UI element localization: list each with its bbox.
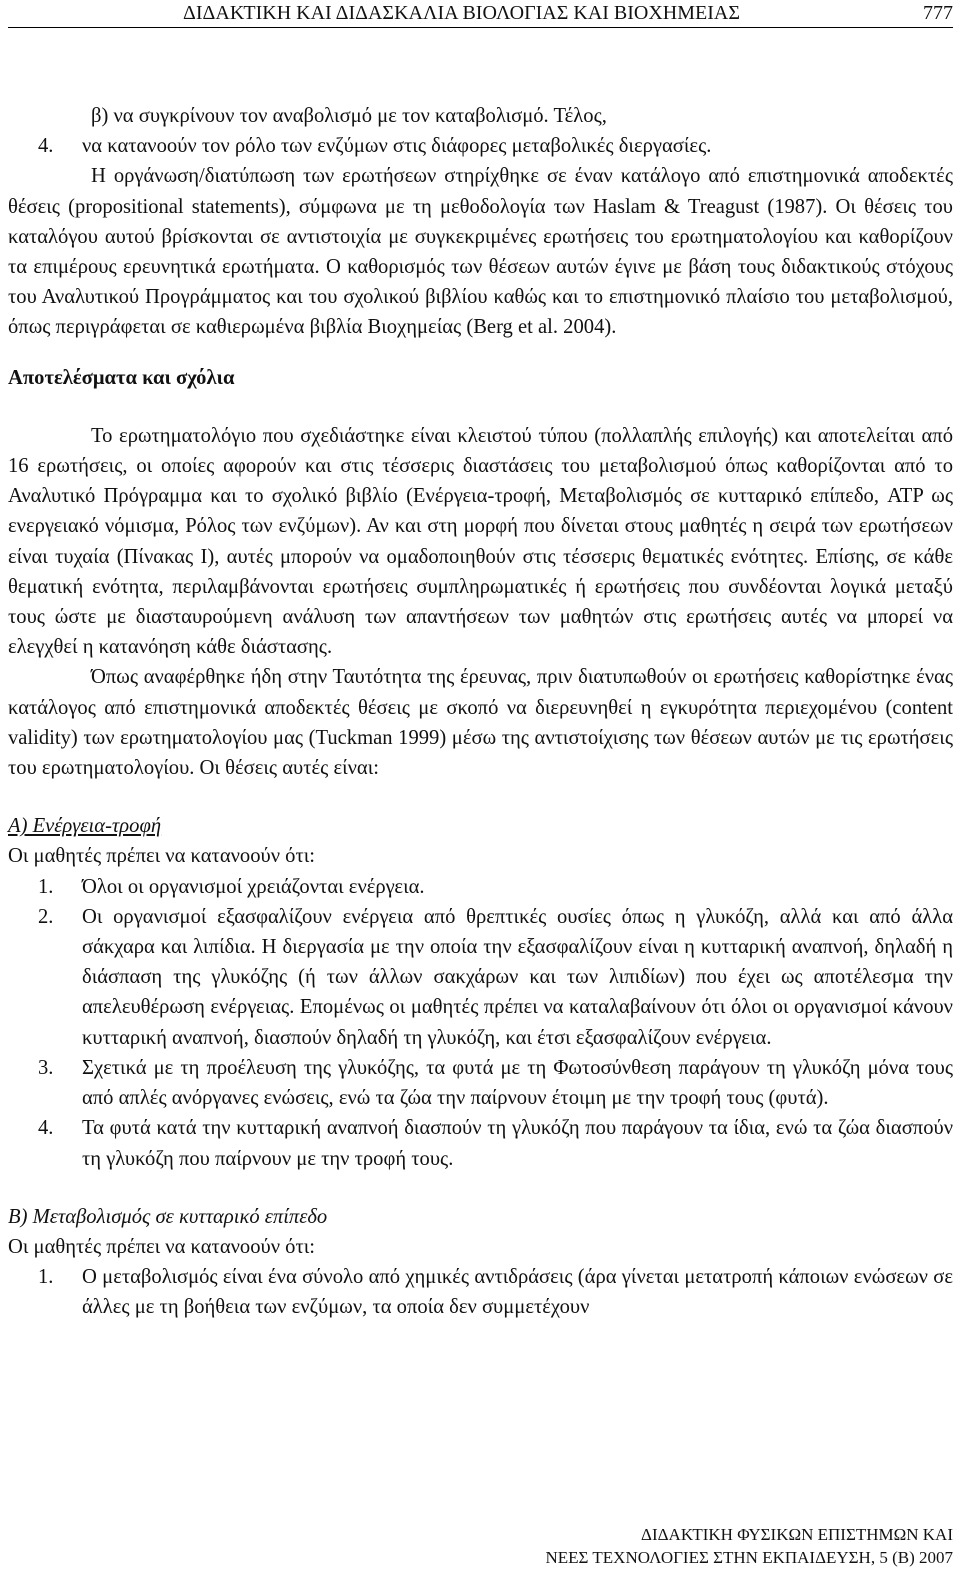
intro-paragraph: Η οργάνωση/διατύπωση των ερωτήσεων στηρίχθηκε σε έναν κατάλογο από επιστημονικά αποδεκτές θέσεις (propositional statements), σύμφωνα με τη μεθοδολογία των Haslam & Treagust (1987). Οι θέσεις του καταλόγου αυτού βρίσκονται σε αντιστοιχία με συγκεκριμένες ερωτήσεις του ερωτηματολογίου και καθορίζουν τα επιμέρους ερευνητικά ερωτήματα. Ο καθορισμός των θέσεων αυτών έγινε με βάση τους διδακτικούς στόχους του Αναλυτικού Προγράμματος και του σχολικού βιβλίου καθώς και το επιστημονικό πλαίσιο του μεταβολισμού, όπως περιγράφεται σε καθιερωμένα βιβλία Βιοχημείας (Berg et al. 2004). bbox=[8, 165, 953, 339]
body-text bbox=[8, 101, 953, 1323]
list-number: 2. bbox=[38, 905, 54, 928]
intro-list bbox=[8, 131, 953, 161]
results-paragraph-1: Το ερωτηματολόγιο που σχεδιάστηκε είναι κλειστού τύπου (πολλαπλής επιλογής) και αποτελείται από 16 ερωτήσεις, οι οποίες αφορούν και στις τέσσερις διαστάσεις του μεταβολισμού όπως καθορίζονται από το Αναλυτικό Πρόγραμμα και το σχολικό βιβλίο (Ενέργεια-τροφή, Μεταβολισμός σε κυτταρικό επίπεδο, ATP ως ενεργειακό νόμισμα, Ρόλος των ενζύμων). Αν και στη μορφή που δίνεται στους μαθητές η σειρά των ερωτήσεων είναι τυχαία (Πίνακας Ι), αυτές μπορούν να ομαδοποιηθούν στις τέσσερις θεματικές ενότητες. Επίσης, σε κάθε θεματική ενότητα, περιλαμβάνονται ερωτήσεις συμπληρωματικές ή ερωτήσεις που συνδέονται λογικά μεταξύ τους ώστε με διασταυρούμενη ανάλυση των απαντήσεων των μαθητών στις ερωτήσεις αυτές να μπορεί να ελεγχθεί η κατανόηση κάθε διάστασης. bbox=[8, 424, 953, 659]
list-number: 4. bbox=[38, 135, 54, 158]
list-item bbox=[8, 1053, 953, 1113]
list-item bbox=[8, 1262, 953, 1322]
list-text: Όλοι οι οργανισμοί χρειάζονται ενέργεια. bbox=[82, 875, 425, 898]
list-item bbox=[8, 1113, 953, 1173]
list-number: 1. bbox=[38, 875, 54, 898]
subsection-a-title: Α) Ενέργεια-τροφή bbox=[8, 815, 162, 838]
header-title: ΔΙΔΑΚΤΙΚΗ ΚΑΙ ΔΙΔΑΣΚΑΛΙΑ ΒΙΟΛΟΓΙΑΣ ΚΑΙ ΒΙΟΧΗΜΕΙΑΣ bbox=[183, 2, 740, 24]
page-number: 777 bbox=[923, 2, 953, 24]
section-heading: Αποτελέσματα και σχόλια bbox=[8, 366, 235, 389]
subsection-b-lead: Οι μαθητές πρέπει να κατανοούν ότι: bbox=[8, 1235, 316, 1258]
list-number: 1. bbox=[38, 1266, 54, 1289]
running-header bbox=[8, 0, 953, 28]
list-text: Σχετικά με τη προέλευση της γλυκόζης, τα φυτά με τη Φωτοσύνθεση παράγουν τη γλυκόζη μόνα τους από απλές ανόργανες ενώσεις, ενώ τα ζώα την παίρνουν έτοιμη με την τροφή τους (φυτά). bbox=[82, 1056, 953, 1110]
list-text: Τα φυτά κατά την κυτταρική αναπνοή διασπούν τη γλυκόζη που παράγουν τα ίδια, ενώ τα ζώα διασπούν τη γλυκόζη που παίρνουν με την τροφή τους. bbox=[82, 1117, 953, 1170]
footer-line-1: ΔΙΔΑΚΤΙΚΗ ΦΥΣΙΚΩΝ ΕΠΙΣΤΗΜΩΝ ΚΑΙ bbox=[641, 1525, 953, 1544]
subsection-b-title: Β) Μεταβολισμός σε κυτταρικό επίπεδο bbox=[8, 1205, 328, 1228]
subsection-a-lead: Οι μαθητές πρέπει να κατανοούν ότι: bbox=[8, 845, 316, 868]
list-item bbox=[8, 131, 953, 161]
subsection-b-list bbox=[8, 1262, 953, 1322]
results-paragraph-2: Όπως αναφέρθηκε ήδη στην Ταυτότητα της έρευνας, πριν διατυπωθούν οι ερωτήσεις καθορίστηκε ένας κατάλογος από επιστημονικά αποδεκτές θέσεις με σκοπό να διερευνηθεί η εγκυρότητα περιεχομένου (content validity) των ερωτηματολογίου μας (Tuckman 1999) μέσω της αντιστοίχισης των θέσεων αυτών με τις ερωτήσεις του ερωτηματολογίου. Οι θέσεις αυτές είναι: bbox=[8, 666, 953, 780]
running-footer bbox=[546, 1523, 953, 1569]
list-text: Ο μεταβολισμός είναι ένα σύνολο από χημικές αντιδράσεις (άρα γίνεται μετατροπή κάποιων ενώσεων σε άλλες με τη βοήθεια των ενζύμων, τα οποία δεν συμμετέχουν bbox=[82, 1266, 953, 1319]
list-number: 4. bbox=[38, 1117, 54, 1140]
footer-line-2: ΝΕΕΣ ΤΕΧΝΟΛΟΓΙΕΣ ΣΤΗΝ ΕΚΠΑΙΔΕΥΣΗ, 5 (Β) 2007 bbox=[545, 1548, 953, 1567]
list-text: Οι οργανισμοί εξασφαλίζουν ενέργεια από θρεπτικές ουσίες όπως η γλυκόζη, αλλά και από άλλα σάκχαρα και λιπίδια. Η διεργασία με την οποία την εξασφαλίζουν είναι η κυτταρική αναπνοή, δηλαδή η διάσπαση της γλυκόζης (ή των άλλων σακχάρων και των λιπιδίων) που έχει ως αποτέλεσμα την απελευθέρωση ενέργειας. Επομένως οι μαθητές πρέπει να καταλαβαίνουν ότι όλοι οι οργανισμοί κάνουν κυτταρική αναπνοή, διασπούν δηλαδή τη γλυκόζη, και έτσι εξασφαλίζουν ενέργεια. bbox=[82, 905, 953, 1049]
list-text: να κατανοούν τον ρόλο των ενζύμων στις διάφορες μεταβολικές διεργασίες. bbox=[82, 135, 712, 158]
list-item bbox=[8, 902, 953, 1053]
subsection-a-list bbox=[8, 872, 953, 1174]
list-item bbox=[8, 872, 953, 902]
intro-line-b: β) να συγκρίνουν τον αναβολισμό με τον καταβολισμό. Τέλος, bbox=[91, 105, 607, 127]
list-number: 3. bbox=[38, 1056, 54, 1079]
